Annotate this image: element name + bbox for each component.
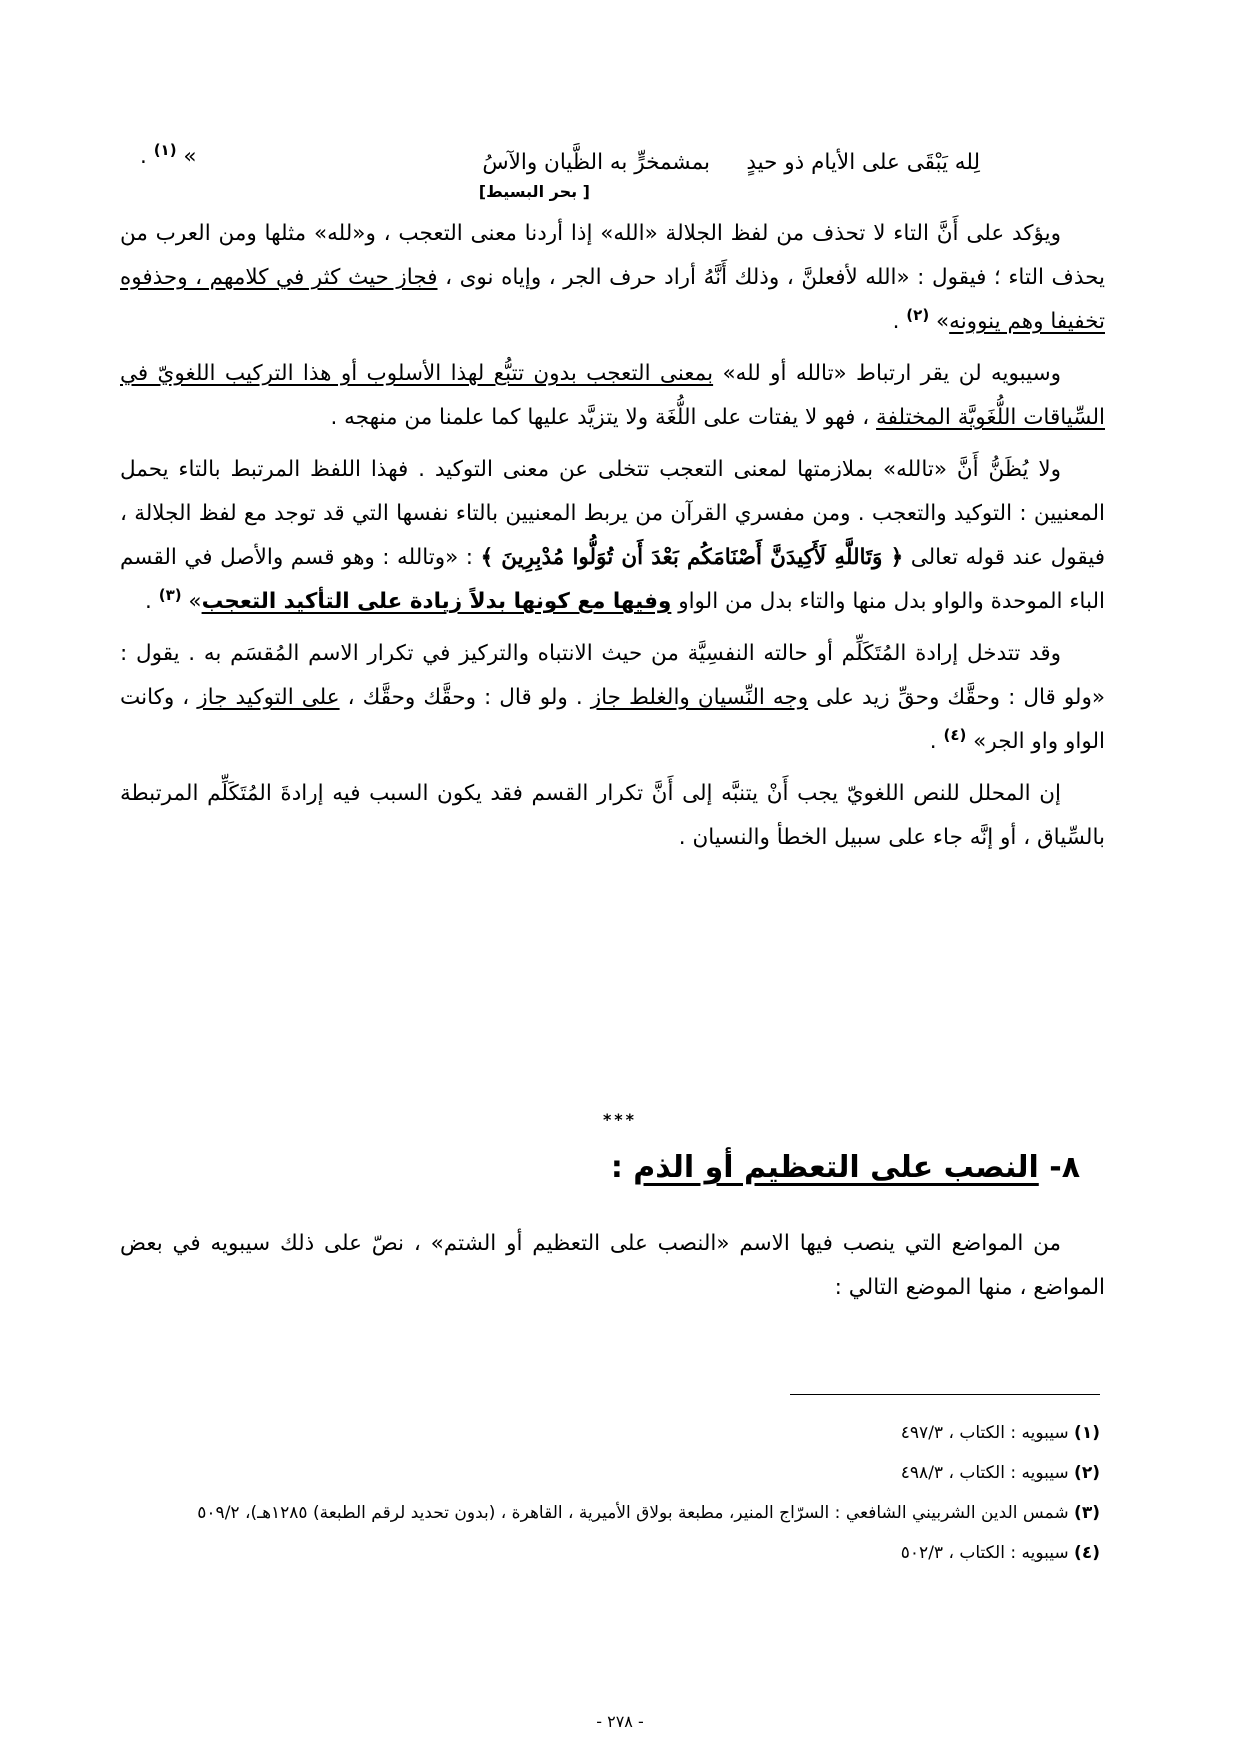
quran-verse: ﴿ وَتَاللَّهِ لَأَكِيدَنَّ أَصْنَامَكُم بَعْدَ أَن تُوَلُّوا مُدْبِرِينَ ﴾ [480,545,904,570]
footnote-number: (٢) [1074,1463,1100,1483]
paragraph-5: إن المحلل للنص اللغويّ يجب أَنْ يتنبَّه إلى أَنَّ تكرار القسم فقد يكون السبب فيه إرادةَ المُتَكَلِّم المرتبطة بالسِّياق ، أو إنَّه جاء على سبيل الخطأ والنسيان . [120,781,1105,850]
p1-underlined: فجاز حيث كثر في كلامهم ، وحذفوه تخفيفا وهم ينوونه [120,265,1105,334]
paragraph-2 [120,352,1105,440]
section-heading [611,1150,1080,1185]
p4-period: . [929,729,937,754]
p3-period: . [145,589,152,614]
p2-text-end: ، فهو لا يفتات على اللُّغَة ولا يتزيَّد عليها كما علمنا من منهجه . [330,405,870,430]
p3-underlined-bold: وفيها مع كونها بدلاً زيادة على التأكيد التعجب [201,589,672,614]
footnote-ref-1: (١) [153,140,177,159]
page-number: - ٢٧٨ - [596,1712,644,1731]
p1-period: . [892,309,900,334]
verse-hemistich-1: لِله يَبْقَى على الأيام ذو حيدٍ [746,150,980,175]
heading-number: ٨- [1049,1150,1080,1185]
heading-title: النصب على التعظيم أو الذم [633,1150,1039,1185]
footnote-text: شمس الدين الشربيني الشافعي : السرّاج المنير، مطبعة بولاق الأميرية ، القاهرة ، (بدون تحديد لرقم الطبعة) ١٢٨٥هـ)، ٥٠٩/٢ [197,1503,1069,1523]
footnote-text: سيبويه : الكتاب ، ٤٩٨/٣ [900,1463,1069,1483]
paragraph-3 [120,448,1105,624]
p4-underlined-1: وجه النِّسيان والغلط جاز [590,685,809,710]
p4-text: وقد تتدخل إرادة المُتَكَلِّم أو حالته النفسِيَّة من حيث الانتباه والتركيز في تكرار الاسم المُقسَم به . يقول : «ولو قال : وحقَّك وحقِّ زيد على [120,641,1106,710]
footnote-text: سيبويه : الكتاب ، ٤٩٧/٣ [900,1423,1069,1443]
verse-meter-label: [ بحر البسيط] [478,182,590,201]
footnote-ref-2: (٢) [906,305,930,324]
footnote-number: (٣) [1074,1503,1100,1523]
paragraph-4 [120,632,1105,764]
verse-ending [140,140,197,169]
section-separator: *** [602,1110,638,1129]
p1-text: ويؤكد على أَنَّ التاء لا تحذف من لفظ الجلالة «الله» إذا أردنا معنى التعجب ، و«لله» مثلها ومن العرب من يحذف التاء ؛ فيقول : «الله لأفعلنَّ ، وذلك أَنَّهُ أراد حرف الجر ، وإياه نوى ، [120,221,1105,290]
footnote-separator [790,1394,1100,1395]
footnote-1 [120,1416,1100,1451]
poetry-verse [120,140,980,210]
paragraph-1 [120,212,1105,344]
body-text [120,212,1105,860]
heading-colon: : [610,1150,623,1185]
p4-text-mid: . ولو قال : وحقَّك وحقَّك ، [347,685,583,710]
footnotes [120,1416,1100,1576]
footnote-number: (١) [1074,1423,1100,1443]
p2-text: وسيبويه لن يقر ارتباط «تالله أو لله» [722,361,1061,386]
footnote-text: سيبويه : الكتاب ، ٥٠٢/٣ [900,1543,1069,1563]
p3-text: ولا يُظَنُّ أَنَّ «تالله» بملازمتها لمعنى التعجب تتخلى عن معنى التوكيد . فهذا اللفظ المرتبط بالتاء يحمل المعنيين : التوكيد والتعجب . ومن مفسري القرآن من يربط المعنيين بالتاء نفسها التي قد توجد مع لفظ الجلالة ، فيقول عند قوله تعالى [120,457,1105,570]
footnote-ref-4: (٤) [943,725,967,744]
verse-hemistich-2: بمشمخرٍّ به الظَّيان والآسُ [482,150,710,175]
footnote-3 [120,1496,1100,1531]
p3-quote: » [188,589,202,614]
footnote-2 [120,1456,1100,1491]
p4-underlined-2: على التوكيد جاز [197,685,340,710]
p3-quote-text: : «وتالله : وهو قسم والأصل في القسم الباء الموحدة والواو بدل منها والتاء بدل من الواو [120,545,1105,614]
p1-quote: » [936,309,950,334]
footnote-4 [120,1536,1100,1571]
verse-period: . [140,144,147,169]
p2-underlined: بمعنى التعجب بدون تتبُّع لهذا الأسلوب أو هذا التركيب اللغويّ في السِّياقات اللُّغَويَّة المختلفة [120,361,1105,430]
section-body [120,1222,1105,1310]
footnote-number: (٤) [1074,1543,1100,1563]
verse-close-quote: » [183,144,197,169]
p4-text-end: ، وكانت الواو واو الجر» [120,685,1105,754]
footnote-ref-3: (٣) [158,585,182,604]
paragraph-6: من المواضع التي ينصب فيها الاسم «النصب على التعظيم أو الشتم» ، نصّ على ذلك سيبويه في بعض المواضع ، منها الموضع التالي : [120,1231,1105,1300]
